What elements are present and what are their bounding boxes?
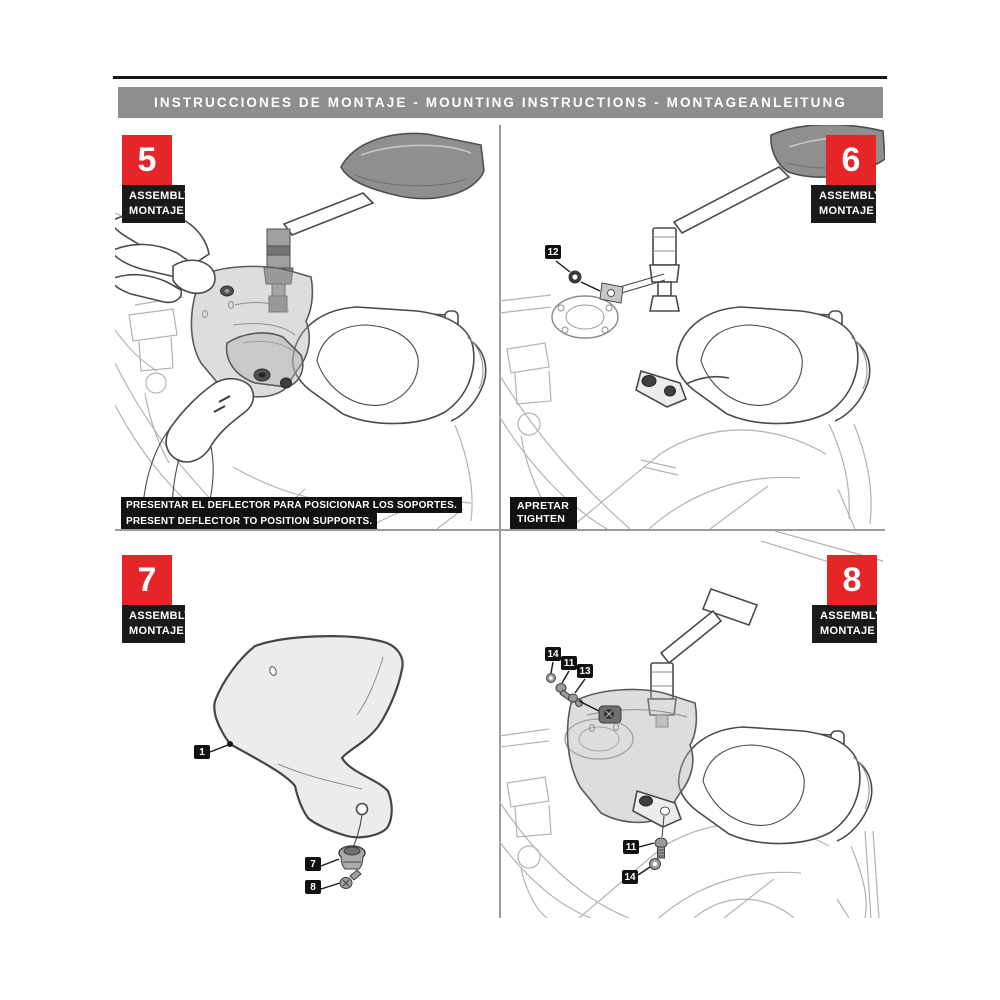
callout-11-bottom: [623, 840, 639, 854]
well-nut-grommet: [339, 846, 365, 869]
top-border-line: [113, 76, 887, 79]
caption-en: PRESENT DEFLECTOR TO POSITION SUPPORTS.: [121, 513, 377, 529]
assembly-label-en: ASSEMBLY: [129, 610, 192, 622]
callout-label: 11: [625, 841, 637, 853]
callout-label: 14: [547, 648, 559, 660]
assembly-label-en: ASSEMBLY: [820, 610, 883, 622]
fastener-12-group: [556, 261, 665, 303]
step-number: 5: [137, 140, 157, 179]
hand-top: [115, 212, 215, 302]
step-number-badge: [826, 135, 876, 185]
handguard: [679, 727, 872, 844]
handguard: [293, 307, 486, 424]
step-number: 6: [841, 140, 861, 179]
assembly-label-en: ASSEMBLY: [129, 190, 192, 202]
assembly-label-en: ASSEMBLY: [819, 190, 882, 202]
assembly-badge: [122, 185, 192, 223]
assembly-label-es: MONTAJE: [129, 205, 185, 217]
assembly-badge: [812, 605, 883, 643]
caption-es: APRETAR: [517, 500, 570, 512]
deflector-part: [214, 636, 402, 837]
callout-label: 12: [547, 246, 559, 258]
panel-step-8: [499, 531, 885, 918]
deflector-mounted: [568, 690, 697, 823]
caption-en: TIGHTEN: [517, 513, 566, 525]
caption-es: PRESENTAR EL DEFLECTOR PARA POSICIONAR LOS SOPORTES.: [121, 497, 462, 513]
callout-14-top: [545, 647, 561, 661]
callout-14-bottom: [622, 870, 638, 884]
callout-7: [305, 857, 321, 871]
screw: [340, 870, 361, 889]
assembly-label-es: MONTAJE: [129, 625, 185, 637]
callout-8: [305, 880, 321, 894]
header-bar: [118, 87, 883, 118]
callout-label: 14: [624, 871, 636, 883]
step-number-badge: [122, 555, 172, 605]
header-title: INSTRUCCIONES DE MONTAJE - MOUNTING INSTRUCTIONS - MONTAGEANLEITUNG: [154, 95, 847, 110]
callout-label: 7: [310, 858, 316, 870]
panel-step-6: [499, 125, 885, 529]
handguard: [677, 307, 870, 424]
callout-label: 1: [199, 746, 205, 758]
assembly-label-es: MONTAJE: [819, 205, 875, 217]
step-number: 8: [842, 560, 862, 599]
panel-step-7: [115, 531, 499, 918]
step6-caption: [510, 497, 577, 529]
step-number: 7: [137, 560, 157, 599]
assembly-badge: [811, 185, 882, 223]
callout-label: 8: [310, 881, 316, 893]
callout-label: 11: [563, 657, 575, 669]
callout-12: [545, 245, 561, 259]
step5-caption: [121, 497, 462, 529]
step-number-badge: [122, 135, 172, 185]
callout-11-top: [561, 656, 577, 670]
panel-step-5: [115, 125, 499, 529]
assembly-badge: [122, 605, 192, 643]
callout-label: 13: [579, 665, 591, 677]
step-number-badge: [827, 555, 877, 605]
assembly-label-es: MONTAJE: [820, 625, 876, 637]
callout-13: [577, 664, 593, 678]
callout-1: [194, 745, 210, 759]
triple-clamp: [552, 296, 618, 338]
